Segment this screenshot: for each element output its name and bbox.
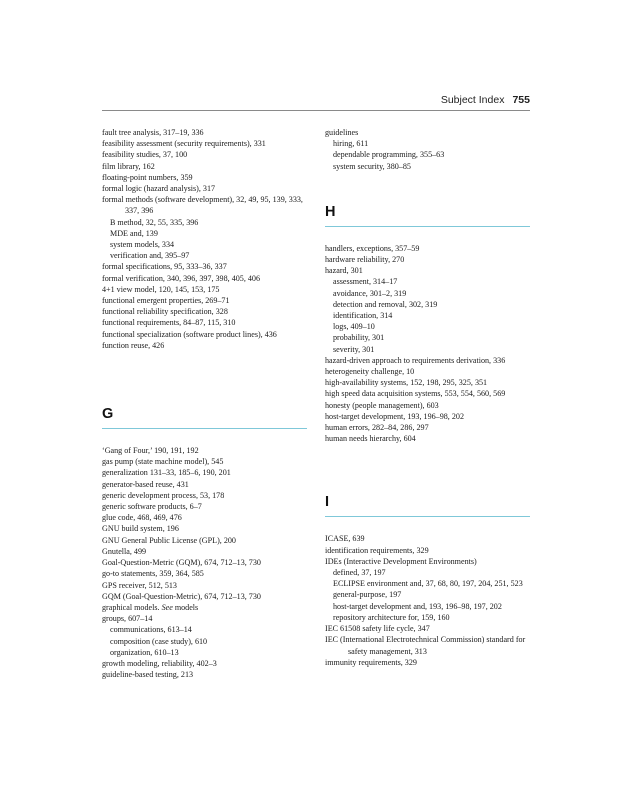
index-entry: guideline-based testing, 213 xyxy=(102,670,194,680)
section-i xyxy=(325,494,535,667)
section-letter-g: G xyxy=(102,406,114,423)
section-g xyxy=(102,406,312,680)
section-letter-h: H xyxy=(325,203,336,220)
section-rule-g xyxy=(102,428,307,429)
index-entry: GNU build system, 196 xyxy=(102,524,179,534)
section-g-entries xyxy=(102,445,312,680)
running-head-title: Subject Index xyxy=(440,94,505,106)
index-subentry: probability, 301 xyxy=(333,333,385,343)
index-entry: growth modeling, reliability, 402–3 xyxy=(102,658,217,668)
index-subentry: organization, 610–13 xyxy=(110,647,179,657)
index-entry: functional specialization (software product lines), 436 xyxy=(102,329,277,339)
index-entry: graphical models. See models xyxy=(102,602,199,612)
index-entry: film library, 162 xyxy=(102,161,155,171)
index-entry: formal specifications, 95, 333–36, 337 xyxy=(102,262,227,272)
index-entry: go-to statements, 359, 364, 585 xyxy=(102,569,204,579)
index-subentry: severity, 301 xyxy=(333,344,375,354)
index-subentry: dependable programming, 355–63 xyxy=(333,150,445,160)
index-entry: heterogeneity challenge, 10 xyxy=(325,367,415,377)
index-subentry: assessment, 314–17 xyxy=(333,277,398,287)
index-subentry: communications, 613–14 xyxy=(110,625,192,635)
index-subentry: system models, 334 xyxy=(110,240,175,250)
section-i-entries xyxy=(325,533,535,667)
index-subentry: verification and, 395–97 xyxy=(110,251,190,261)
index-entry: IEC (International Electrotechnical Commission) standard for safety management, 313 xyxy=(325,635,526,656)
index-entry: GQM (Goal-Question-Metric), 674, 712–13, 730 xyxy=(102,591,261,601)
index-entry: human needs hierarchy, 604 xyxy=(325,434,416,444)
index-entry: Gnutella, 499 xyxy=(102,546,147,556)
index-entry: function reuse, 426 xyxy=(102,340,165,350)
index-entry: formal methods (software development), 32, 49, 95, 139, 333, 337, 396 xyxy=(102,195,303,216)
index-entry: fault tree analysis, 317–19, 336 xyxy=(102,128,204,137)
index-entry: honesty (people management), 603 xyxy=(325,400,439,410)
index-subentry: general-purpose, 197 xyxy=(333,590,402,600)
index-entry: floating-point numbers, 359 xyxy=(102,172,193,182)
index-entry: GPS receiver, 512, 513 xyxy=(102,580,177,590)
index-subentry: hiring, 611 xyxy=(333,139,369,149)
section-letter-i: I xyxy=(325,494,330,511)
running-head xyxy=(441,94,530,106)
index-subentry: logs, 409–10 xyxy=(333,322,375,332)
index-entry: high speed data acquisition systems, 553, 554, 560, 569 xyxy=(325,389,506,399)
index-entry: identification requirements, 329 xyxy=(325,545,429,555)
right-column xyxy=(325,127,535,668)
index-entry: hazard-driven approach to requirements derivation, 336 xyxy=(325,355,506,365)
index-entry: generic development process, 53, 178 xyxy=(102,490,225,500)
index-entry: guidelines xyxy=(325,128,359,137)
index-entry: generator-based reuse, 431 xyxy=(102,479,189,489)
index-subentry: identification, 314 xyxy=(333,311,393,321)
index-entry: generalization 131–33, 185–6, 190, 201 xyxy=(102,468,231,478)
index-entry: human errors, 282–84, 286, 297 xyxy=(325,423,429,433)
index-entry: feasibility studies, 37, 100 xyxy=(102,150,188,160)
index-entry: 4+1 view model, 120, 145, 153, 175 xyxy=(102,284,220,294)
index-entry: ICASE, 639 xyxy=(325,534,365,544)
left-entries xyxy=(102,127,312,351)
index-entry: hazard, 301 xyxy=(325,266,363,276)
section-h-entries xyxy=(325,243,535,445)
section-rule-i xyxy=(325,516,530,517)
header-rule xyxy=(102,110,530,111)
index-entry: gas pump (state machine model), 545 xyxy=(102,457,224,467)
index-entry: formal verification, 340, 396, 397, 398, 405, 406 xyxy=(102,273,261,283)
index-entry: groups, 607–14 xyxy=(102,614,153,624)
index-entry: Goal-Question-Metric (GQM), 674, 712–13, 730 xyxy=(102,558,261,568)
index-subentry: MDE and, 139 xyxy=(110,228,158,238)
page-number: 755 xyxy=(512,94,530,106)
index-entry: generic software products, 6–7 xyxy=(102,502,202,512)
section-h xyxy=(325,204,535,445)
index-subentry: repository architecture for, 159, 160 xyxy=(333,612,450,622)
index-entry: functional reliability specification, 328 xyxy=(102,307,228,317)
index-entry: glue code, 468, 469, 476 xyxy=(102,513,182,523)
index-entry: formal logic (hazard analysis), 317 xyxy=(102,184,216,194)
index-subentry: B method, 32, 55, 335, 396 xyxy=(110,217,199,227)
section-rule-h xyxy=(325,226,530,227)
index-subentry: detection and removal, 302, 319 xyxy=(333,299,438,309)
index-subentry: system security, 380–85 xyxy=(333,161,411,171)
index-entry: feasibility assessment (security requirements), 331 xyxy=(102,139,266,149)
index-entry: GNU General Public License (GPL), 200 xyxy=(102,535,236,545)
index-entry: IDEs (Interactive Development Environments) xyxy=(325,556,477,566)
index-subentry: ECLIPSE environment and, 37, 68, 80, 197, 204, 251, 523 xyxy=(333,579,523,589)
index-entry: immunity requirements, 329 xyxy=(325,657,417,667)
index-entry: host-target development, 193, 196–98, 202 xyxy=(325,411,464,421)
index-subentry: defined, 37, 197 xyxy=(333,568,386,578)
index-entry: hardware reliability, 270 xyxy=(325,255,405,265)
index-subentry: avoidance, 301–2, 319 xyxy=(333,288,407,298)
left-column xyxy=(102,127,312,680)
index-entry: ‘Gang of Four,’ 190, 191, 192 xyxy=(102,446,199,456)
index-subentry: composition (case study), 610 xyxy=(110,636,208,646)
index-entry: handlers, exceptions, 357–59 xyxy=(325,243,420,253)
index-subentry: host-target development and, 193, 196–98, 197, 202 xyxy=(333,601,502,611)
index-entry: functional emergent properties, 269–71 xyxy=(102,296,230,306)
right-entries xyxy=(325,127,535,172)
index-entry: high-availability systems, 152, 198, 295, 325, 351 xyxy=(325,378,488,388)
index-entry: IEC 61508 safety life cycle, 347 xyxy=(325,624,430,634)
index-entry: functional requirements, 84–87, 115, 310 xyxy=(102,318,236,328)
